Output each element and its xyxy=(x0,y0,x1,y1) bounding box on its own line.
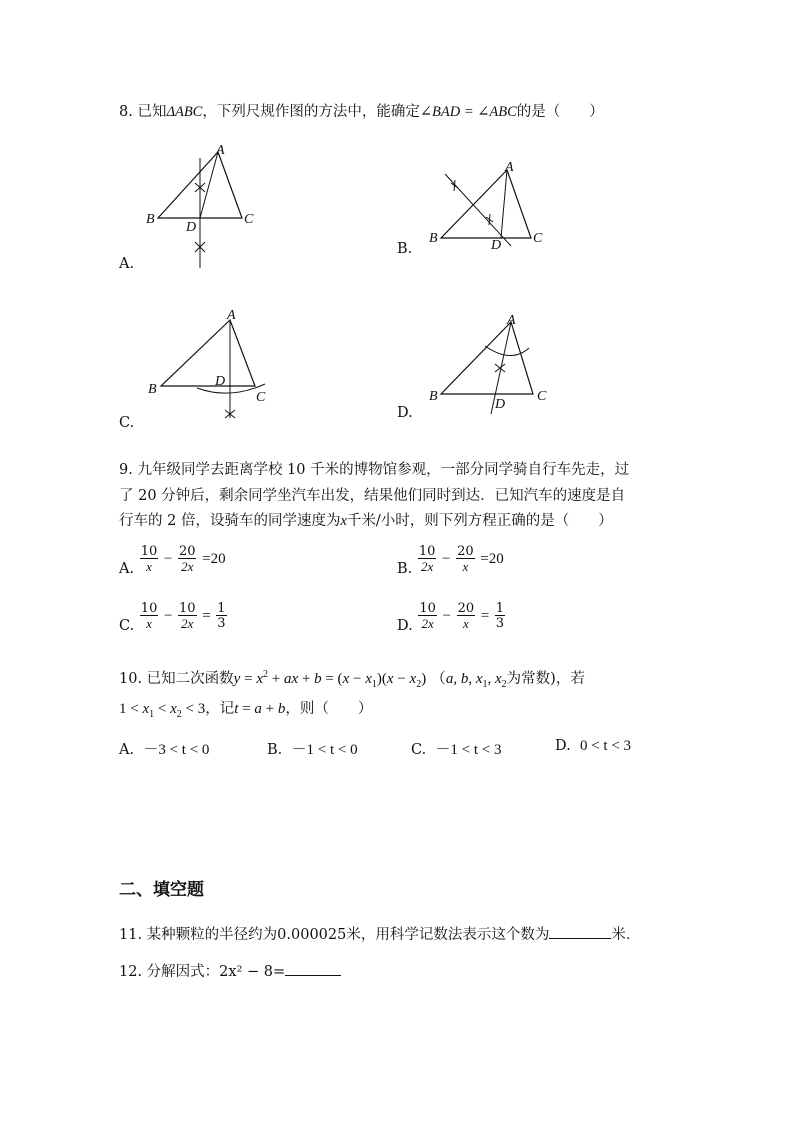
q8-figure-a xyxy=(140,140,270,275)
q8-option-a-label: A. xyxy=(119,256,135,272)
q8-option-b-label: B. xyxy=(397,241,413,257)
q9-option-c: C. $\frac{10}{x}$ − $\frac{10}{2x}$ = $\frac{1}{3}$ xyxy=(119,601,226,634)
q9-option-a: A. $\frac{10}{x}$ − $\frac{20}{2x}$ =20 xyxy=(119,544,226,577)
label-A: A xyxy=(227,308,236,323)
label-C: C xyxy=(537,389,547,404)
q8-stem: 8. 已知ΔABC，下列尺规作图的方法中，能确定∠BAD = ∠ABC的是（ ） xyxy=(119,104,604,120)
q11: 11. 某种颗粒的半径约为0.000025米，用科学记数法表示这个数为 米． xyxy=(119,923,640,944)
label-A: A xyxy=(505,160,514,175)
q10-line-2: $1 < x_1 < x_2 < 3$，记t = a + b，则（ ） xyxy=(119,701,373,720)
label-D: D xyxy=(215,374,226,389)
q9-line-3: 行车的 2 倍，设骑车的同学速度为x千米/小时，则下列方程正确的是（ ） xyxy=(119,513,613,529)
q10-function: $y = x^2$ + ax + $b = (x - x_1)(x - x_2)$ xyxy=(233,669,427,690)
label-D: D xyxy=(186,220,197,235)
label-A: A xyxy=(507,313,516,328)
label-B: B xyxy=(429,389,438,404)
q10-option-b: B. －1 < t < 0 xyxy=(267,742,358,758)
q8-option-d-label: D. xyxy=(397,405,413,421)
q9-line-2: 了 20 分钟后，剩余同学坐汽车出发，结果他们同时到达．已知汽车的速度是自 xyxy=(119,488,626,504)
label-C: C xyxy=(244,212,254,227)
label-B: B xyxy=(148,382,157,397)
q12: 12. 分解因式：2x² − 8= xyxy=(119,960,341,981)
label-A: A xyxy=(216,143,225,158)
label-D: D xyxy=(495,397,506,412)
q10-condition: $1 < x_1 < x_2 < 3$ xyxy=(119,701,206,720)
q10-params: （a, b, $x_1$, $x_2$ xyxy=(430,671,507,690)
q8-figure-c xyxy=(145,308,280,423)
label-B: B xyxy=(429,231,438,246)
q9-line-1: 9. 九年级同学去距离学校 10 千米的博物馆参观，一部分同学骑自行车先走，过 xyxy=(119,462,630,478)
label-C: C xyxy=(533,231,543,246)
q8-option-c-label: C. xyxy=(119,415,135,431)
label-B: B xyxy=(146,212,155,227)
q8-figure-d xyxy=(425,312,555,422)
q9-option-b: B. $\frac{10}{2x}$ − $\frac{20}{x}$ =20 xyxy=(397,544,504,577)
q9-option-d: D. $\frac{10}{2x}$ − $\frac{20}{x}$ = $\frac{1}{3}$ xyxy=(397,601,505,634)
label-D: D xyxy=(491,238,502,253)
answer-blank[interactable] xyxy=(285,961,341,976)
section-2-heading: 二、填空题 xyxy=(119,880,204,900)
answer-blank[interactable] xyxy=(549,924,611,939)
q10-line-1: 10. 已知二次函数$y = x^2$ + ax + $b = (x - x_1)(x - x_2)$ （a, b, $x_1$, $x_2$为常数)，若 xyxy=(119,669,585,690)
q10-option-d: D. 0 < t < 3 xyxy=(555,738,632,754)
q8-figure-b xyxy=(425,158,555,253)
q10-option-c: C. －1 < t < 3 xyxy=(411,742,502,758)
label-C: C xyxy=(256,390,266,405)
q10-option-a: A. －3 < t < 0 xyxy=(119,742,210,758)
q10-define-t: t = a + b xyxy=(234,701,286,717)
